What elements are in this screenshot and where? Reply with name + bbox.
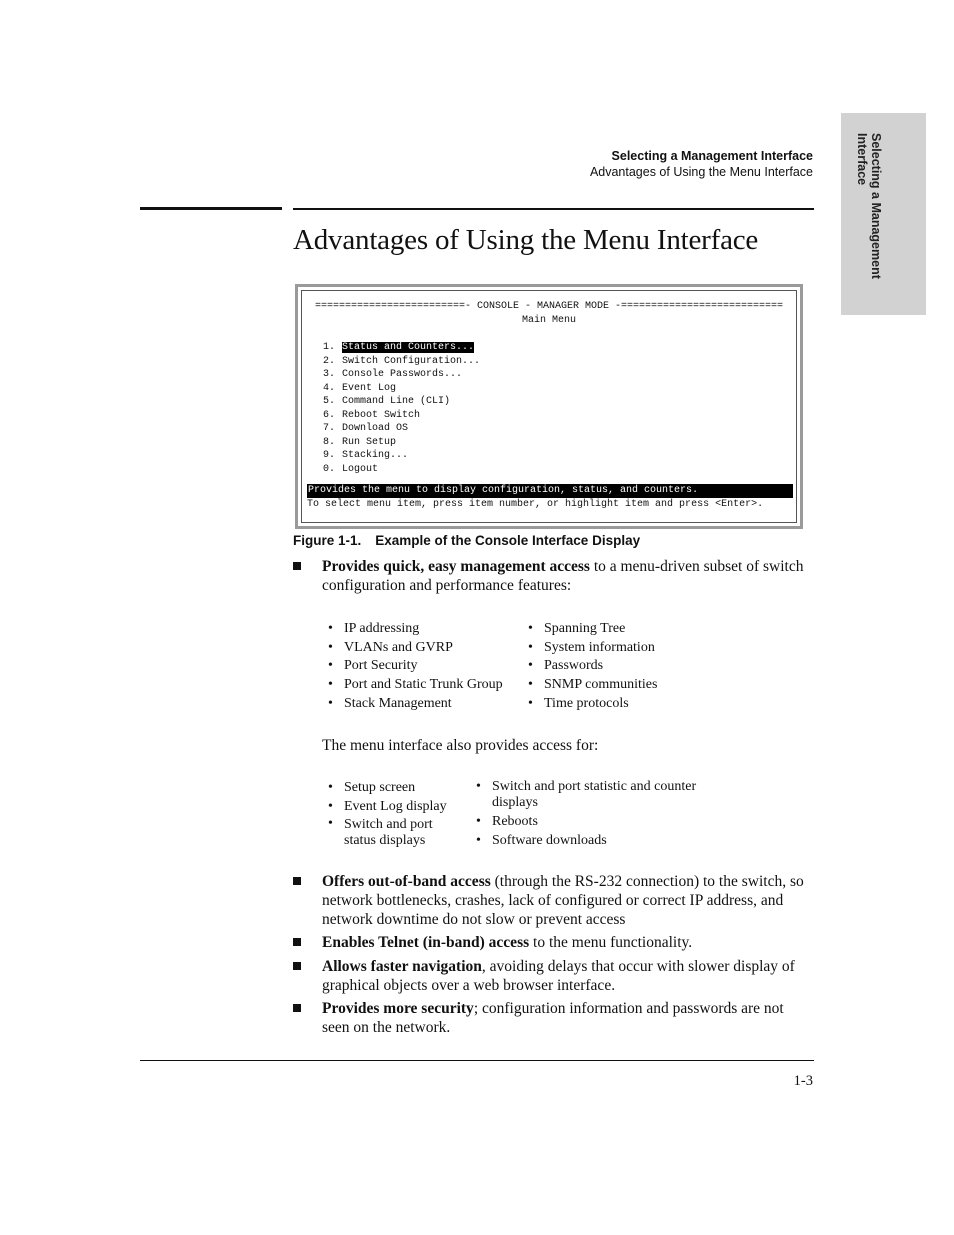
menu-item-number: 0. [323,463,336,475]
list-item: • Reboots [476,813,736,832]
console-menu [323,341,480,476]
bullet-text: to a menu-driven subset of switch configuration and performance features: [322,558,804,594]
console-screen [301,290,797,523]
list-item: • Port and Static Trunk Group [328,676,503,695]
menu-item-label: Run Setup [342,436,397,448]
list-item: • VLANs and GVRP [328,639,503,658]
list-item: • Event Log display [328,798,468,817]
bullet-text: (through the RS-232 connection) to the switch, so network bottlenecks, crashes, lack of configured or correct IP address, and network downtime do not slow or prevent access [322,873,804,928]
list-item: • Stack Management [328,695,503,714]
bullet-text: to the menu functionality. [529,934,693,951]
list-item: • Switch and port statistic and counter displays [476,779,736,813]
menu-item-number: 7. [323,423,336,434]
access-list-col1 [328,779,468,849]
list-item: • SNMP communities [528,676,657,695]
list-item: • System information [528,639,657,658]
square-bullet-icon [293,962,301,970]
menu-item [323,449,480,463]
side-tab-label: Selecting a Management Interface [855,133,883,279]
features-list-col2 [528,620,657,714]
menu-item-label: Console Passwords... [342,369,463,380]
list-item: • IP addressing [328,620,503,639]
menu-item-label: Event Log [342,382,397,394]
console-status-line: Provides the menu to display configuration, status, and counters. [307,484,793,498]
page-title: Advantages of Using the Menu Interface [293,224,759,256]
running-header-section: Advantages of Using the Menu Interface [589,165,813,179]
menu-item-number: 5. [323,396,336,407]
menu-item [323,409,480,423]
menu-item [323,382,480,396]
running-header-chapter: Selecting a Management Interface [611,149,813,163]
bullet-text: , avoiding delays that occur with slower display of graphical objects over a web browser interface. [322,958,795,994]
menu-item-label: Command Line (CLI) [342,396,451,407]
menu-item-number: 2. [323,355,336,367]
bullet-telnet [293,933,814,952]
menu-item-label: Stacking... [342,450,409,461]
menu-item [323,341,480,355]
list-item: • Switch and port status displays [328,816,468,849]
menu-item-number: 3. [323,369,336,380]
features-list-col1 [328,620,503,714]
footer-rule [140,1060,814,1061]
bullet-out-of-band [293,872,814,929]
console-title: =========================- CONSOLE - MANAGER MODE -=========================== [314,301,784,312]
square-bullet-icon [293,1004,301,1012]
running-header [590,148,813,180]
figure-caption [293,533,640,548]
console-subtitle: Main Menu [521,315,576,326]
bullet-text: ; configuration information and passwords are not seen on the network. [322,1000,784,1036]
list-item: • Passwords [528,657,657,676]
square-bullet-icon [293,562,301,570]
menu-item-label-selected: Status and Counters... [342,342,475,353]
access-paragraph: The menu interface also provides access for: [322,737,599,754]
menu-item-number: 6. [323,409,336,421]
menu-item-label: Logout [342,463,379,475]
menu-item [323,422,480,436]
list-item: • Port Security [328,657,503,676]
bullet-bold-text: Provides quick, easy management access [322,558,590,575]
list-item: • Time protocols [528,695,657,714]
header-rule-right [293,208,814,210]
bullet-bold-text: Offers out-of-band access [322,873,491,890]
menu-item [323,355,480,369]
bullet-management-access [293,557,814,595]
bullet-bold-text: Provides more security [322,1000,474,1017]
bullet-bold-text: Enables Telnet (in-band) access [322,934,530,951]
menu-item-number: 8. [323,436,336,448]
menu-item [323,395,480,409]
bullet-bold-text: Allows faster navigation [322,958,482,975]
menu-item-number: 4. [323,382,336,394]
square-bullet-icon [293,877,301,885]
console-screenshot [295,284,803,529]
menu-item [323,463,480,477]
menu-item-label: Download OS [342,423,409,434]
header-rule-left [140,207,282,210]
square-bullet-icon [293,938,301,946]
figure-label: Figure 1-1. [293,533,362,548]
chapter-side-tab [841,113,926,315]
bullet-navigation [293,957,814,995]
menu-item-number: 9. [323,450,336,461]
menu-item [323,436,480,450]
menu-item [323,368,480,382]
menu-item-number: 1. [323,342,336,353]
figure-caption-text: Example of the Console Interface Display [375,533,641,548]
list-item: • Spanning Tree [528,620,657,639]
bullet-security [293,999,814,1037]
menu-item-label: Switch Configuration... [342,355,481,367]
list-item: • Setup screen [328,779,468,798]
console-help-line: To select menu item, press item number, or highlight item and press <Enter>. [307,499,764,510]
access-list-col2 [476,779,736,850]
menu-item-label: Reboot Switch [342,409,421,421]
page-number: 1-3 [793,1073,813,1089]
list-item: • Software downloads [476,832,736,851]
